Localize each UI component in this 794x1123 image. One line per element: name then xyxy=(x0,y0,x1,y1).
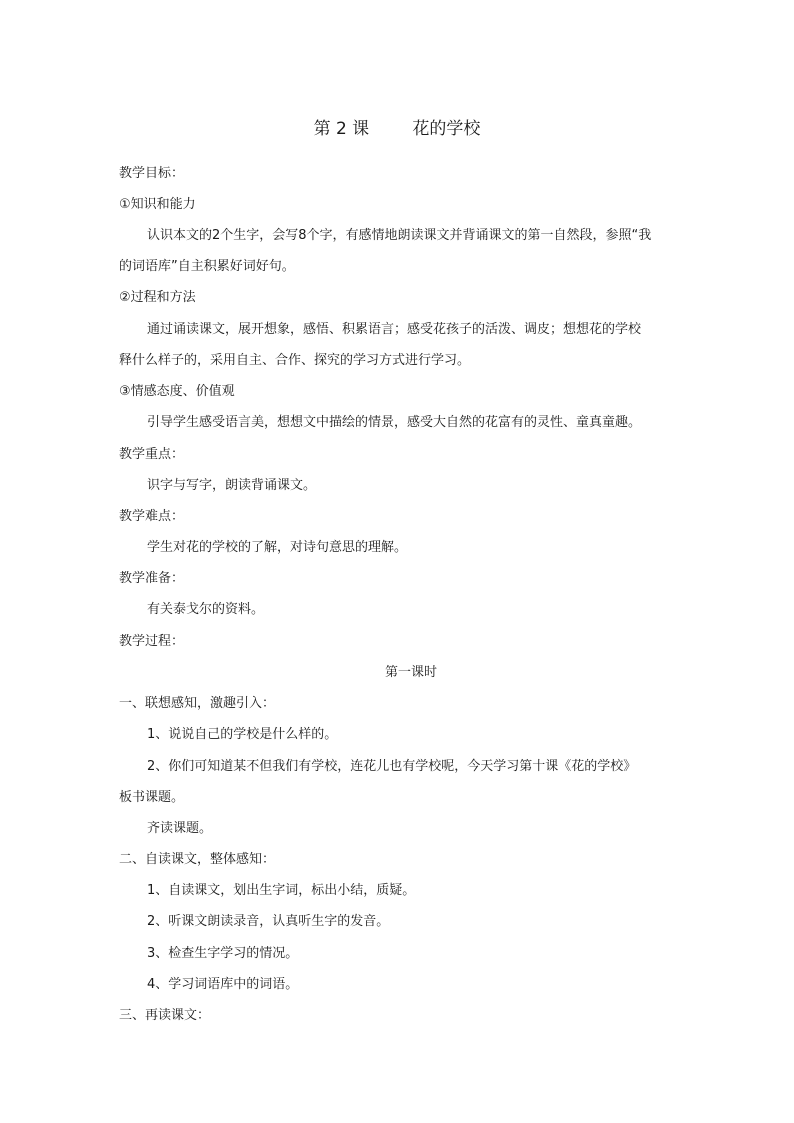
step1-item-2-continued: 板书课题。 xyxy=(119,790,185,805)
lesson-title: 第 2 课 花的学校 xyxy=(313,119,481,139)
step1-item-3: 齐读课题。 xyxy=(147,821,213,836)
knowledge-text-line-2: 的词语库”自主积累好词好句。 xyxy=(119,259,295,274)
step3-heading: 三、再读课文： xyxy=(119,1008,211,1023)
process-heading: ②过程和方法 xyxy=(119,290,196,305)
step2-heading: 二、自读课文，整体感知： xyxy=(119,852,276,867)
step2-item-3: 3、检查生字学习的情况。 xyxy=(147,946,299,961)
knowledge-heading: ①知识和能力 xyxy=(119,197,196,212)
knowledge-text-line-1: 认识本文的2个生字，会写8个字，有感情地朗读课文并背诵课文的第一自然段，参照“我 xyxy=(147,228,652,243)
difficulty-heading: 教学难点： xyxy=(119,509,185,524)
process-text-line-1: 通过诵读课文，展开想象，感悟、积累语言；感受花孩子的活泼、调皮；想想花的学校 xyxy=(147,322,642,337)
procedure-heading: 教学过程： xyxy=(119,634,185,649)
emotion-text: 引导学生感受语言美，想想文中描绘的情景，感受大自然的花富有的灵性、童真童趣。 xyxy=(147,415,642,430)
step2-item-2: 2、听课文朗读录音，认真听生字的发音。 xyxy=(147,914,390,929)
key-points-text: 识字与写字，朗读背诵课文。 xyxy=(147,478,317,493)
lesson-period-heading: 第一课时 xyxy=(384,665,437,680)
preparation-text: 有关泰戈尔的资料。 xyxy=(147,602,265,617)
step2-item-4: 4、学习词语库中的词语。 xyxy=(147,977,299,992)
preparation-heading: 教学准备： xyxy=(119,571,185,586)
step2-item-1: 1、自读课文，划出生字词，标出小结，质疑。 xyxy=(147,883,416,898)
step1-heading: 一、联想感知，激趣引入： xyxy=(119,696,276,711)
emotion-heading: ③情感态度、价值观 xyxy=(119,384,235,399)
step1-item-1: 1、说说自己的学校是什么样的。 xyxy=(147,727,338,742)
difficulty-text: 学生对花的学校的了解，对诗句意思的理解。 xyxy=(147,540,408,555)
process-text-line-2: 释什么样子的，采用自主、合作、探究的学习方式进行学习。 xyxy=(119,353,471,368)
key-points-heading: 教学重点： xyxy=(119,447,185,462)
step1-item-2: 2、你们可知道某不但我们有学校，连花儿也有学校呢，今天学习第十课《花的学校》 xyxy=(147,759,637,774)
objectives-heading: 教学目标： xyxy=(119,166,185,181)
